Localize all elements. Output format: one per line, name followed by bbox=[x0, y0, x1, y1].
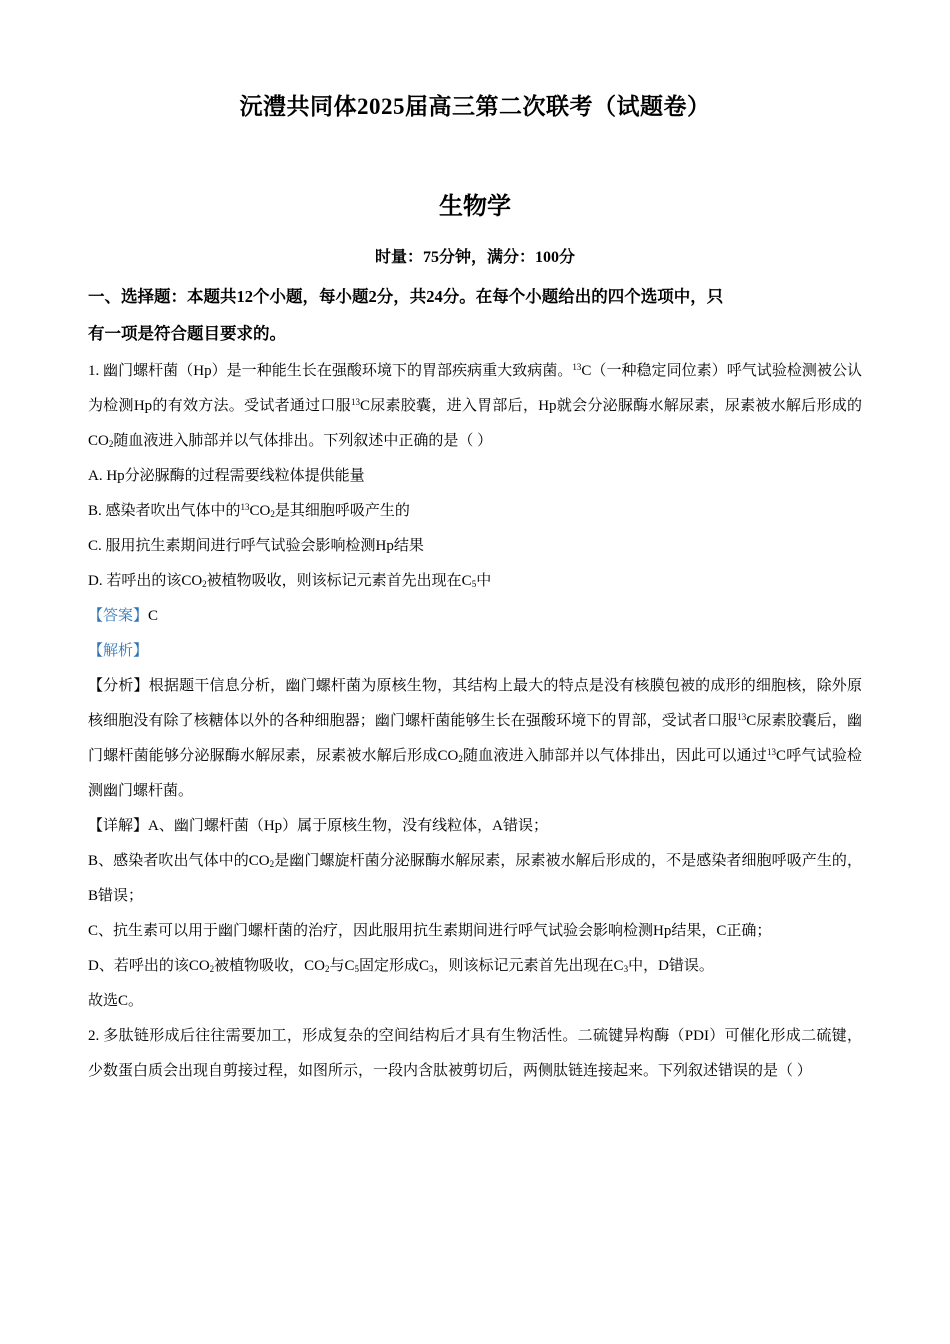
question-1-conclusion: 故选C。 bbox=[88, 993, 144, 1009]
question-1-analysis-label: 【解析】 bbox=[88, 643, 149, 659]
question-1-option-d: D. 若呼出的该$CO_2$被植物吸收，则该标记元素首先出现在$C_5$中 bbox=[88, 573, 492, 589]
subject-title: 生物学 bbox=[439, 194, 511, 220]
question-1-answer bbox=[88, 599, 862, 634]
question-1-xiangjie-b: B、感染者吹出气体中的$CO_2$是幽门螺旋杆菌分泌脲酶水解尿素，尿素被水解后形成的，不是感染者细胞呼吸产生的，B错误； bbox=[88, 853, 863, 904]
question-1-stem: 1. 幽门螺杆菌（Hp）是一种能生长在强酸环境下的胃部疾病重大致病菌。$^{13}$C（一种稳定同位素）呼气试验检测被公认为检测Hp的有效方法。受试者通过口服$^{13}$C尿素胶囊，进入胃部后，Hp就会分泌脲酶水解尿素，尿素被水解后形成的$CO_2$随血液进入肺部并以气体排出。下列叙述中正确的是（ ） bbox=[88, 362, 862, 449]
question-1-option-b: B. 感染者吹出气体中的$^{13}CO_2$是其细胞呼吸产生的 bbox=[88, 502, 410, 519]
question-1-option-c: C. 服用抗生素期间进行呼气试验会影响检测Hp结果 bbox=[88, 538, 424, 554]
answer-value: C bbox=[148, 608, 159, 624]
section-heading: 一、选择题：本题共12个小题，每小题2分，共24分。在每个小题给出的四个选项中，只 有一项是符合题目要求的。 bbox=[88, 287, 724, 343]
question-1-xiangjie-d: D、若呼出的该$CO_2$被植物吸收，$CO_2$与$C_5$固定形成$C_3$，则该标记元素首先出现在$C_3$中，D错误。 bbox=[88, 958, 714, 974]
question-1-xiangjie-a: 【详解】A、幽门螺杆菌（Hp）属于原核生物，没有线粒体，A错误； bbox=[88, 818, 549, 834]
question-1-option-a: A. Hp分泌脲酶的过程需要线粒体提供能量 bbox=[88, 468, 365, 484]
time-info: 时量：75分钟，满分：100分 bbox=[374, 249, 575, 266]
answer-label: 【答案】 bbox=[88, 608, 149, 624]
question-1-xiangjie-c: C、抗生素可以用于幽门螺杆菌的治疗，因此服用抗生素期间进行呼气试验会影响检测Hp结果，C正确； bbox=[88, 923, 772, 939]
exam-content bbox=[88, 278, 862, 1089]
question-1-fenxi: 【分析】根据题干信息分析，幽门螺杆菌为原核生物，其结构上最大的特点是没有核膜包被的成形的细胞核，除外原核细胞没有除了核糖体以外的各种细胞器；幽门螺杆菌能够生长在强酸环境下的胃部，受试者口服$^{13}$C尿素胶囊后，幽门螺杆菌能够分泌脲酶水解尿素，尿素被水解后形成$CO_2$随血液进入肺部并以气体排出，因此可以通过$^{13}$C呼气试验检测幽门螺杆菌。 bbox=[88, 678, 862, 799]
question-2-stem: 2. 多肽链形成后往往需要加工，形成复杂的空间结构后才具有生物活性。二硫键异构酶（PDI）可催化形成二硫键，少数蛋白质会出现自剪接过程，如图所示，一段内含肽被剪切后，两侧肽链连接起来。下列叙述错误的是（ ） bbox=[88, 1028, 862, 1079]
exam-title: 沅澧共同体2025届高三第二次联考（试题卷） bbox=[239, 94, 711, 119]
